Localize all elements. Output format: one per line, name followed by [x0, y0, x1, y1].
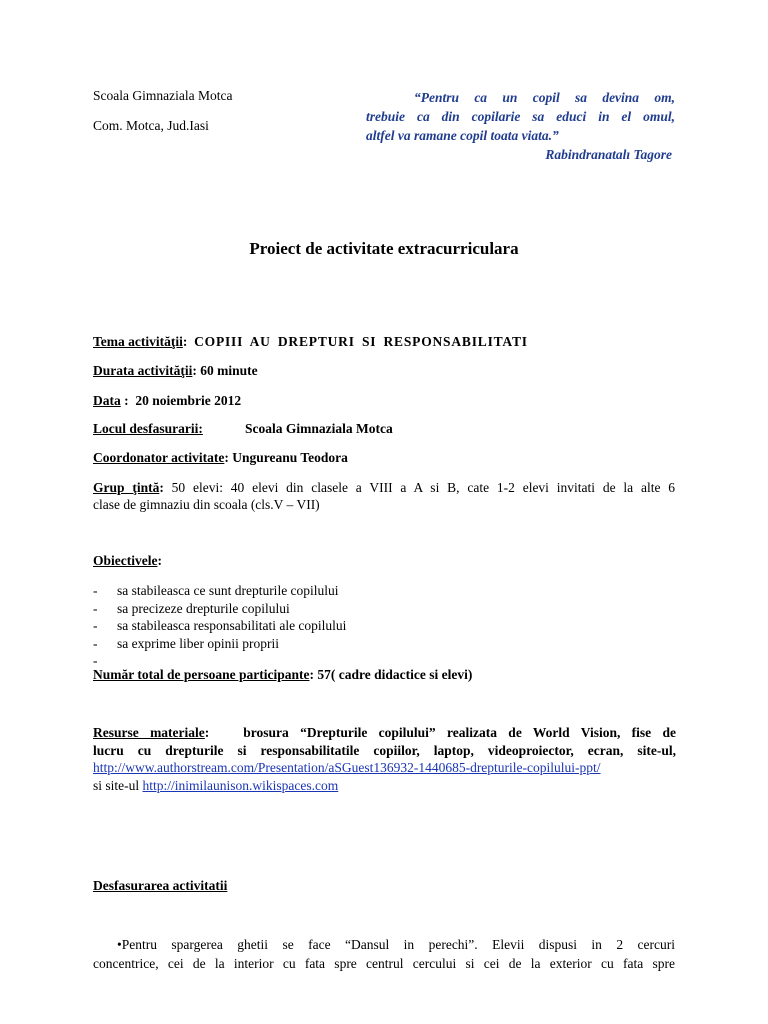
participants-value: 57( cadre didactice si elevi)	[317, 667, 473, 682]
objectives-list	[93, 582, 346, 670]
objective-item: - sa precizeze drepturile copilului	[93, 600, 290, 616]
desfasurare-text-2: concentrice, cei de la interior cu fata spre centrul cercului si cei de la exterior cu fata spre	[93, 956, 675, 971]
quote-line-2: trebuie ca din copilarie sa educi in el omul,	[366, 109, 675, 124]
field-grup	[93, 479, 675, 513]
coordonator-value: Ungureanu Teodora	[232, 450, 348, 465]
desfasurare-text-1: Pentru spargerea ghetii se face “Dansul in perechi”. Elevii dispusi in 2 cercuri	[121, 937, 675, 952]
objectives-heading: Obiectivele:	[93, 553, 162, 568]
quote-line-1: “Pentru ca un copil sa devina om,	[414, 90, 675, 105]
section-heading-desfasurare: Desfasurarea activitatii	[93, 878, 228, 893]
resources-text-2: lucru cu drepturile si responsabilitatile copiilor, laptop, videoproiector, ecran, site-ul,	[93, 742, 676, 758]
quote-line-3: altfel va ramane copil toata viata.”	[366, 128, 559, 143]
bullet-icon: •	[117, 937, 122, 952]
resources-line-1: Resurse materiale: brosura “Drepturile copilului” realizata de World Vision, fise de	[93, 725, 676, 740]
grup-text-2: clase de gimnaziu din scoala (cls.V – VII)	[93, 497, 320, 512]
field-participants: Număr total de persoane participante: 57( cadre didactice si elevi)	[93, 667, 473, 682]
objective-item: - sa stabileasca ce sunt drepturile copilului	[93, 583, 339, 598]
quote-author: Rabindranatalı Tagore	[545, 147, 672, 162]
field-data: Data : 20 noiembrie 2012	[93, 393, 242, 408]
field-tema: Tema activităţii: COPIII AU DREPTURI SI RESPONSABILITATI	[93, 334, 528, 349]
objectives-label: Obiectivele	[93, 553, 158, 568]
wikispaces-link[interactable]: http://inimilaunison.wikispaces.com	[142, 777, 339, 793]
desfasurare-paragraph	[93, 935, 675, 973]
coordonator-label: Coordonator activitate	[93, 450, 225, 465]
tema-label: Tema activităţii	[93, 334, 183, 349]
durata-value: 60 minute	[200, 363, 258, 378]
objective-item: - sa exprime liber opinii proprii	[93, 635, 279, 651]
page-title: Proiect de activitate extracurriculara	[249, 239, 519, 258]
locul-value: Scoala Gimnaziala Motca	[245, 421, 393, 436]
participants-label: Număr total de persoane participante	[93, 667, 310, 682]
data-label: Data	[93, 393, 121, 408]
desfasurare-line-1	[93, 935, 675, 954]
locul-label: Locul desfasurarii:	[93, 421, 203, 436]
field-durata: Durata activităţii: 60 minute	[93, 363, 258, 378]
school-name: Scoala Gimnaziala Motca	[93, 88, 233, 103]
tema-value: COPIII AU DREPTURI SI RESPONSABILITATI	[194, 334, 528, 349]
resources-line-4	[93, 777, 676, 795]
field-coordonator: Coordonator activitate: Ungureanu Teodora	[93, 450, 348, 465]
durata-label: Durata activităţii	[93, 363, 193, 378]
school-address: Com. Motca, Jud.Iasi	[93, 118, 209, 133]
resources-prefix: si site-ul	[93, 777, 143, 793]
authorstream-link[interactable]: http://www.authorstream.com/Presentation/aSGuest136932-1440685-drepturile-copilului-ppt/	[93, 760, 601, 775]
field-resources	[93, 724, 676, 794]
objective-item: - sa stabileasca responsabilitati ale copilului	[93, 618, 347, 633]
grup-label: Grup ţintă	[93, 480, 160, 495]
grup-text-1: 50 elevi: 40 elevi din clasele a VIII a A si B, cate 1-2 elevi invitati de la alte 6	[171, 480, 676, 495]
data-value: 20 noiembrie 2012	[135, 393, 242, 408]
objective-item: -	[93, 653, 98, 668]
field-locul	[93, 421, 203, 437]
epigraph-quote	[366, 88, 675, 164]
resources-text-1: brosura “Drepturile copilului” realizata de World Vision, fise de	[243, 725, 676, 740]
grup-line-1: Grup ţintă: 50 elevi: 40 elevi din clasele a VIII a A si B, cate 1-2 elevi invitati de la alte 6	[93, 480, 676, 495]
resources-label: Resurse materiale	[93, 725, 205, 740]
